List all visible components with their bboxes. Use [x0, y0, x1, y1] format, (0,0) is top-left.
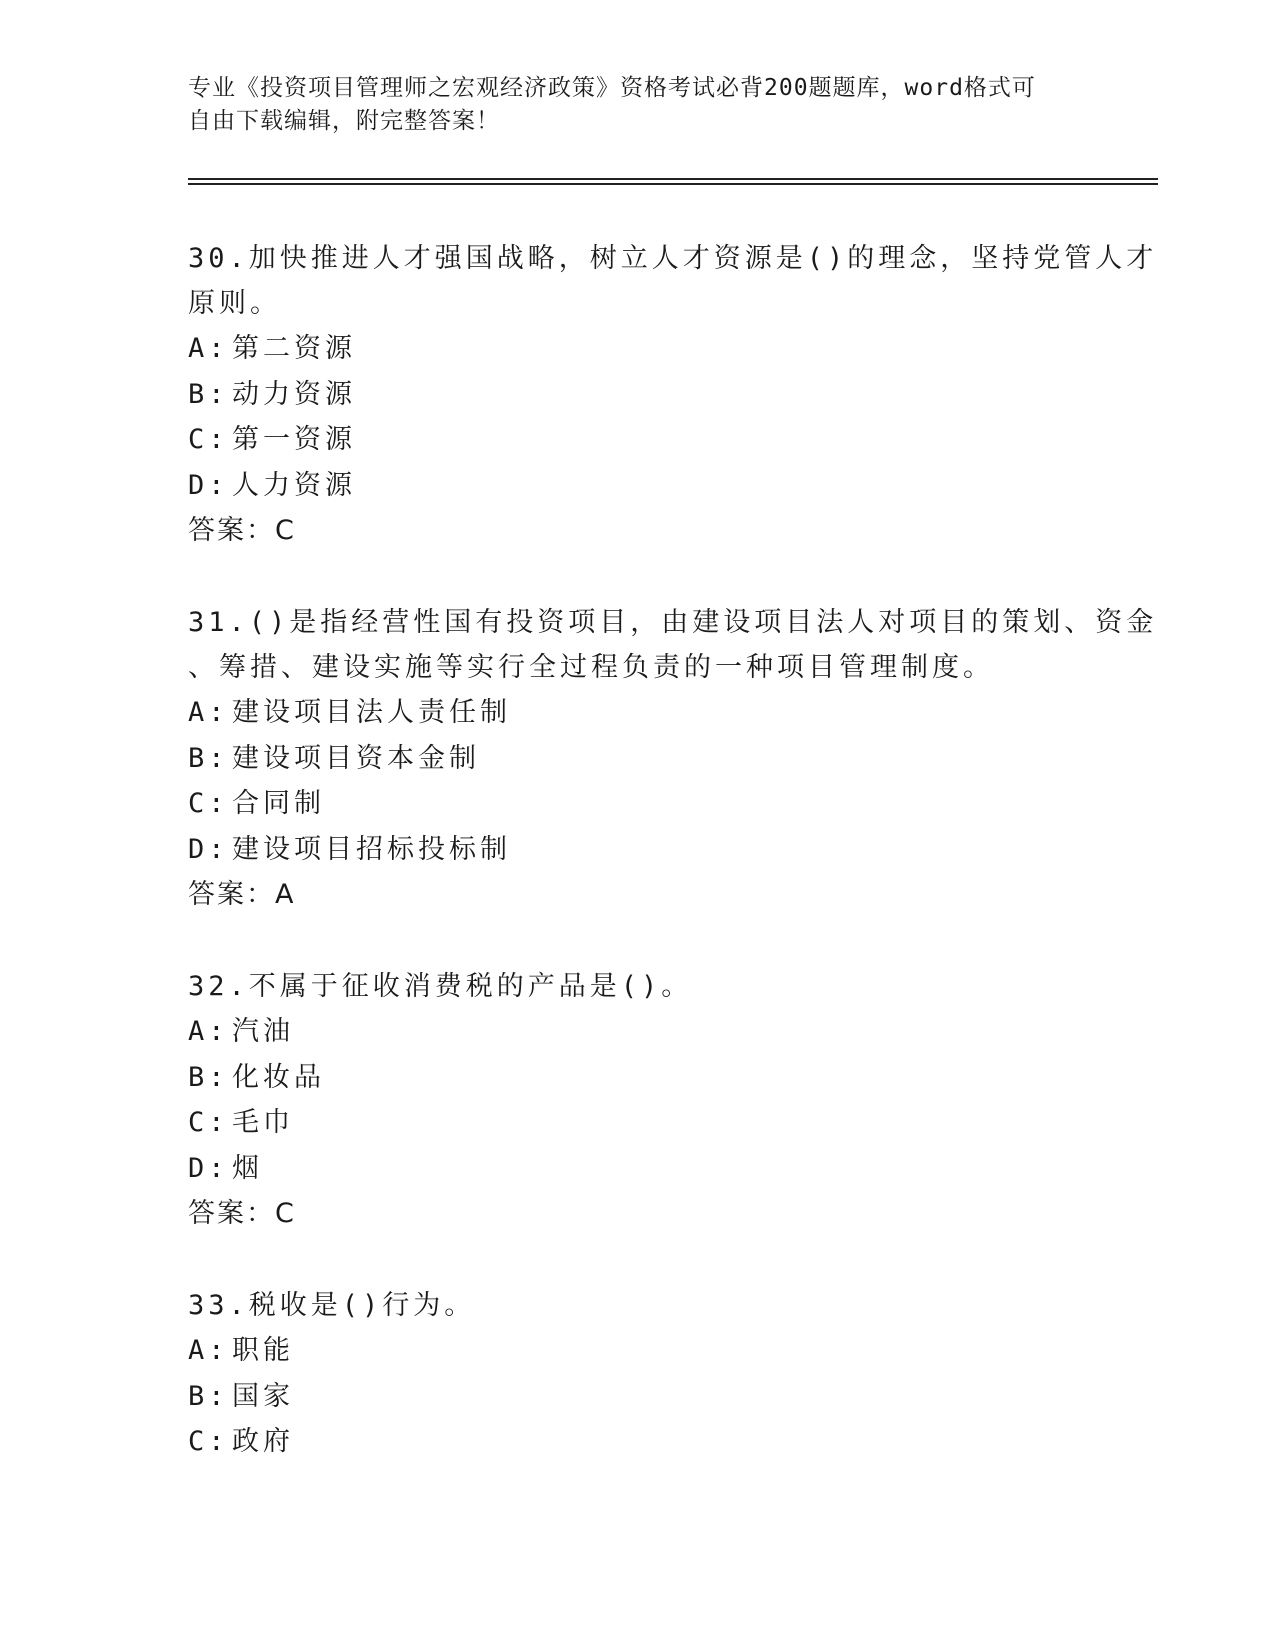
- question-30: [188, 236, 1158, 554]
- option-text: 动力资源: [232, 378, 356, 410]
- header-divider-bottom: [188, 183, 1158, 185]
- option-key: D:: [188, 833, 229, 865]
- option-key: B:: [188, 1061, 229, 1093]
- option-a: [188, 326, 1088, 372]
- option-a: [188, 1009, 1088, 1055]
- question-text-line: 31.()是指经营性国有投资项目，由建设项目法人对项目的策划、资金: [188, 607, 1158, 638]
- option-b: [188, 1374, 1088, 1420]
- header-line-2: 自由下载编辑，附完整答案！: [188, 108, 500, 134]
- question-text: [188, 600, 1158, 690]
- option-c: [188, 1419, 1088, 1465]
- option-text: 合同制: [232, 788, 325, 819]
- option-text: 国家: [232, 1380, 294, 1412]
- question-text-line: 原则。: [188, 288, 281, 319]
- option-text: 汽油: [232, 1016, 294, 1047]
- option-key: B:: [188, 378, 229, 410]
- question-31: [188, 600, 1158, 918]
- option-key: C:: [188, 1107, 229, 1138]
- option-text: 第二资源: [232, 333, 356, 364]
- option-text: 化妆品: [232, 1061, 325, 1093]
- question-32: [188, 964, 1088, 1237]
- option-c: [188, 781, 1088, 827]
- question-text: [188, 1283, 1088, 1328]
- answer-label: 答案：C: [188, 515, 296, 546]
- header-line-1: 专业《投资项目管理师之宏观经济政策》资格考试必背200题题库，word格式可: [188, 75, 1036, 101]
- option-c: [188, 1100, 1088, 1146]
- option-key: D:: [188, 1152, 229, 1184]
- option-key: A:: [188, 1335, 229, 1366]
- header-divider-top: [188, 178, 1158, 180]
- option-text: 人力资源: [232, 469, 356, 501]
- option-a: [188, 690, 1088, 736]
- option-key: A:: [188, 333, 229, 364]
- option-text: 建设项目法人责任制: [232, 697, 511, 728]
- question-text-line: 、筹措、建设实施等实行全过程负责的一种项目管理制度。: [188, 652, 994, 683]
- answer-label: 答案：A: [188, 879, 296, 910]
- document-header: [188, 72, 1088, 138]
- option-text: 烟: [232, 1152, 263, 1184]
- option-text: 毛巾: [232, 1107, 294, 1138]
- option-key: C:: [188, 424, 229, 455]
- question-text: [188, 964, 1088, 1009]
- option-a: [188, 1328, 1088, 1374]
- option-key: C:: [188, 1426, 229, 1457]
- option-key: B:: [188, 1380, 229, 1412]
- option-c: [188, 417, 1088, 463]
- question-text-line: 33.税收是()行为。: [188, 1290, 476, 1321]
- answer-label: 答案：C: [188, 1198, 296, 1229]
- question-text-line: 30.加快推进人才强国战略，树立人才资源是()的理念，坚持党管人才: [188, 243, 1158, 274]
- option-d: [188, 827, 1088, 873]
- option-b: [188, 372, 1088, 418]
- option-b: [188, 1055, 1088, 1101]
- option-key: B:: [188, 742, 229, 774]
- question-list: [188, 236, 1158, 1511]
- option-d: [188, 1146, 1088, 1192]
- option-text: 第一资源: [232, 424, 356, 455]
- option-text: 建设项目资本金制: [232, 742, 480, 774]
- option-key: A:: [188, 1016, 229, 1047]
- option-text: 政府: [232, 1426, 294, 1457]
- option-key: A:: [188, 697, 229, 728]
- question-text-line: 32.不属于征收消费税的产品是()。: [188, 971, 693, 1002]
- question-33: [188, 1283, 1088, 1465]
- option-b: [188, 736, 1088, 782]
- option-text: 职能: [232, 1335, 294, 1366]
- option-key: C:: [188, 788, 229, 819]
- option-d: [188, 463, 1088, 509]
- option-text: 建设项目招标投标制: [232, 833, 511, 865]
- option-key: D:: [188, 469, 229, 501]
- question-text: [188, 236, 1158, 326]
